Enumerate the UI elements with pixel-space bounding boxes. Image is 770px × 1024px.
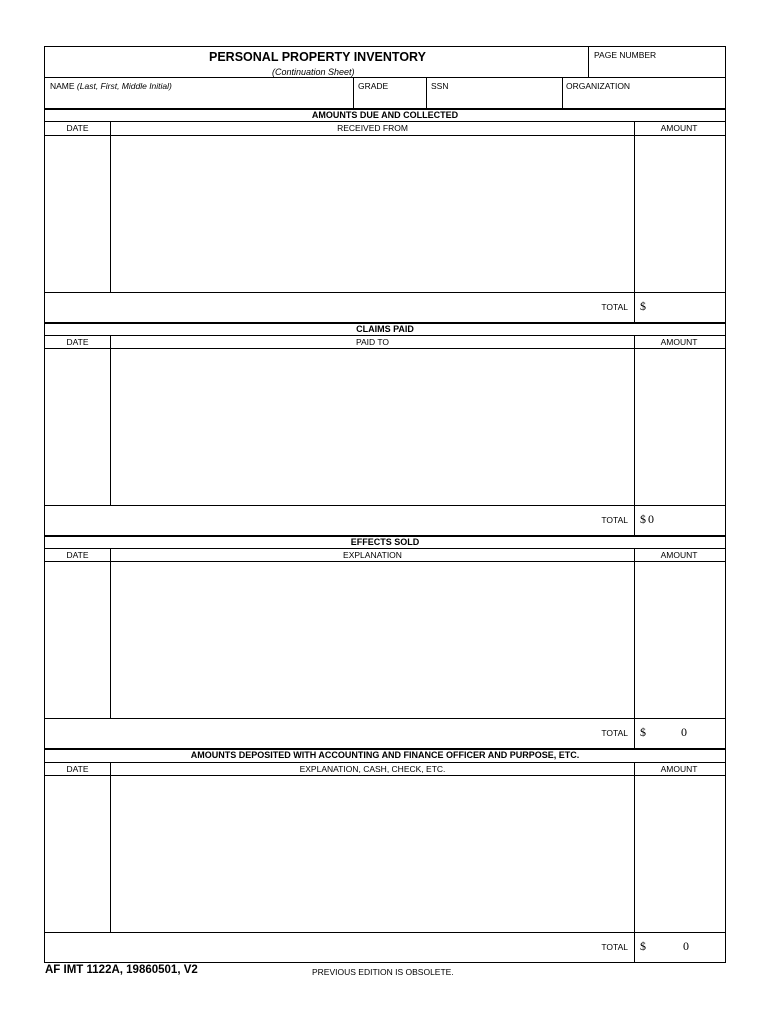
paid-to-column-header: PAID TO: [355, 337, 390, 347]
paid-to-entry-area[interactable]: [113, 350, 632, 503]
currency-symbol: $: [640, 725, 646, 739]
column-header-rule: [45, 775, 725, 776]
form-identifier: AF IMT 1122A, 19860501, V2: [45, 964, 198, 976]
currency-symbol: $: [640, 512, 646, 526]
date-entry-area[interactable]: [47, 777, 108, 930]
name-label-prefix: NAME: [50, 81, 77, 91]
total-row-rule: [45, 718, 725, 719]
ssn-divider: [426, 77, 427, 108]
date-column-header: DATE: [66, 123, 89, 133]
column-header-rule: [45, 561, 725, 562]
total-label: TOTAL: [601, 942, 628, 952]
amount-column-header: AMOUNT: [660, 337, 698, 347]
section-title-rule: [45, 548, 725, 549]
inventory-form: [44, 46, 726, 963]
currency-symbol: $: [640, 939, 646, 953]
section-title-rule: [45, 121, 725, 122]
explanation-entry-area[interactable]: [113, 563, 632, 716]
currency-symbol: $: [640, 299, 646, 313]
date-column-divider: [110, 548, 111, 718]
date-column-divider: [110, 121, 111, 292]
explanation-column-header: EXPLANATION: [343, 550, 402, 560]
page-number-field[interactable]: [591, 61, 723, 77]
date-column-divider: [110, 335, 111, 505]
total-value[interactable]: 0: [681, 725, 687, 739]
explanation-entry-area[interactable]: [113, 777, 632, 930]
amount-entry-area[interactable]: [637, 137, 723, 290]
section-title-rule: [45, 335, 725, 336]
grade-divider: [353, 77, 354, 108]
section-title: EFFECTS SOLD: [350, 537, 420, 547]
total-label: TOTAL: [601, 515, 628, 525]
total-value[interactable]: 0: [648, 512, 654, 526]
organization-divider: [562, 77, 563, 108]
section-title-rule: [45, 762, 725, 763]
amount-column-header: AMOUNT: [660, 550, 698, 560]
date-entry-area[interactable]: [47, 137, 108, 290]
header-divider: [45, 77, 725, 78]
ssn-label: SSN: [431, 81, 449, 91]
received-from-column-header: RECEIVED FROM: [337, 123, 408, 133]
organization-label: ORGANIZATION: [566, 81, 631, 91]
received-from-entry-area[interactable]: [113, 137, 632, 290]
total-row-rule: [45, 932, 725, 933]
date-column-header: DATE: [66, 550, 89, 560]
amount-entry-area[interactable]: [637, 777, 723, 930]
explanation-column-header: EXPLANATION, CASH, CHECK, ETC.: [299, 764, 446, 774]
amount-entry-area[interactable]: [637, 350, 723, 503]
total-row-rule: [45, 505, 725, 506]
amount-entry-area[interactable]: [637, 563, 723, 716]
date-entry-area[interactable]: [47, 563, 108, 716]
name-label-hint: (Last, First, Middle Initial): [76, 81, 172, 91]
page-number-label: PAGE NUMBER: [594, 50, 657, 60]
date-column-header: DATE: [66, 764, 89, 774]
column-header-rule: [45, 348, 725, 349]
total-label: TOTAL: [601, 302, 628, 312]
total-value[interactable]: 0: [683, 939, 689, 953]
section-title: CLAIMS PAID: [356, 324, 414, 334]
grade-label: GRADE: [358, 81, 389, 91]
amount-column-header: AMOUNT: [660, 764, 698, 774]
page-number-divider: [588, 47, 589, 78]
form-subtitle: (Continuation Sheet): [272, 67, 355, 77]
name-field[interactable]: [47, 92, 350, 107]
total-label: TOTAL: [601, 728, 628, 738]
grade-field[interactable]: [356, 92, 425, 107]
edition-notice: PREVIOUS EDITION IS OBSOLETE.: [312, 967, 454, 977]
amount-column-header: AMOUNT: [660, 123, 698, 133]
section-title: AMOUNTS DUE AND COLLECTED: [311, 110, 459, 120]
ssn-field[interactable]: [429, 92, 560, 107]
form-title: PERSONAL PROPERTY INVENTORY: [209, 50, 426, 64]
name-label: [50, 81, 172, 91]
column-header-rule: [45, 135, 725, 136]
date-column-divider: [110, 762, 111, 932]
date-column-header: DATE: [66, 337, 89, 347]
date-entry-area[interactable]: [47, 350, 108, 503]
organization-field[interactable]: [565, 92, 723, 107]
total-row-rule: [45, 292, 725, 293]
section-title: AMOUNTS DEPOSITED WITH ACCOUNTING AND FINANCE OFFICER AND PURPOSE, ETC.: [190, 750, 580, 760]
